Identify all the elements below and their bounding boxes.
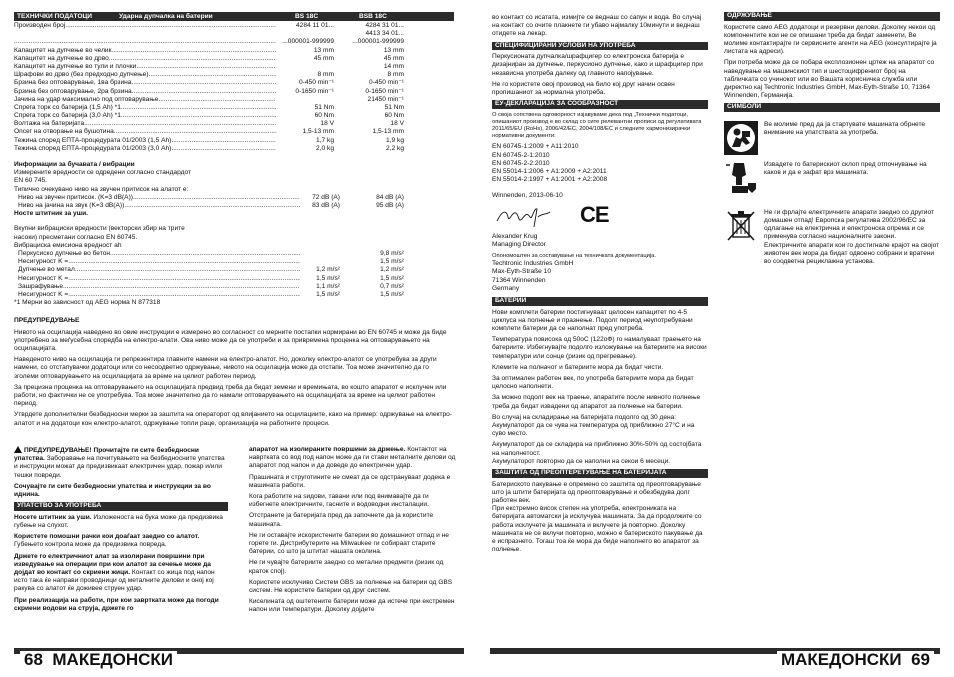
spec-row bbox=[14, 63, 404, 71]
norm-list bbox=[492, 143, 708, 184]
batteries-para-6: Во случај на складирање на батеријата подолго од 30 дена: Акумулаторот да се чува на температура од приближно 27°C и на суво место. bbox=[492, 413, 695, 438]
vib-leader-dots bbox=[63, 283, 300, 291]
col2-para-8: Киселината од оштетените батерии може да истече при екстремен напон или температури. Доколку дојдете bbox=[249, 598, 455, 614]
spec-value-2: 21450 min⁻¹ bbox=[367, 95, 404, 103]
spec-value-2: 13 mm bbox=[383, 46, 404, 54]
spec-leader-dots bbox=[131, 79, 276, 87]
spec-leader-dots bbox=[132, 88, 276, 96]
col2-para-3: Кога работите на ѕидови, тавани или под внимавајте да ги избегнете електричните, гасните и водоводни инсталации. bbox=[249, 493, 429, 509]
usage-para-2: Користете помошни рачки кои доаѓаат заедно со алатот. Губењето контрола може да предизвика повреда. bbox=[14, 533, 200, 549]
vib-intro-3: Вибрациска емисиона вредност ah bbox=[14, 241, 122, 249]
vib-row bbox=[14, 266, 404, 274]
noise-row bbox=[14, 194, 404, 202]
footer-left-label bbox=[20, 651, 177, 669]
vib-label: Несигурност K = bbox=[18, 274, 69, 282]
spec-leader-dots bbox=[109, 55, 276, 63]
vib-table bbox=[14, 250, 404, 299]
spec-label: Шрафови во дрво (без предходно дупчење) bbox=[14, 71, 149, 79]
spec-row bbox=[14, 30, 404, 38]
spec-label: Волтажа на батеријата bbox=[14, 120, 85, 128]
batteries-para-5: За можно подолг век на траење, апаратите после нивното полнење треба да бидат извадени од апаратот за полнење на батерии. bbox=[492, 394, 701, 410]
vib-value-1: 1,1 m/s² bbox=[316, 282, 340, 290]
maintenance-para-2: При потреба може да се побара експлозионен цртеж на апаратот со наведување на машинскиот тип и шестоцифрениот број на табличката со учинокот или во Вашата корисничка служба или директно кај Techtronic Industries GmbH, Max-Eyth-Straße 10, 71364 Winnenden, Германија. bbox=[724, 59, 935, 100]
column-2 bbox=[249, 446, 457, 618]
vib-value-2: 1,5 m/s² bbox=[380, 290, 404, 298]
language-label-right: МАКЕДОНСКИ bbox=[780, 650, 902, 669]
spec-row bbox=[14, 145, 404, 153]
spec-row bbox=[14, 88, 404, 96]
noise-value-1: 83 dB (A) bbox=[312, 202, 340, 209]
safety-warning: ПРЕДУПРЕДУВАЊЕ! Прочитајте ги сите безбедносни упатства. Заборавање на почитувањето на безбедносните упатства и инструкции можат да предизвикаат електричен удар, пожар и/или тешки повреди. bbox=[14, 447, 225, 479]
conditions-section-title: СПЕЦИФИЦИРАНИ УСЛОВИ НА УПОТРЕБА bbox=[492, 42, 708, 51]
spec-value-1 bbox=[276, 96, 334, 104]
vib-value-1: 1,5 m/s² bbox=[316, 274, 340, 282]
symbol-remove-battery-text: Извадете го батерискиот склоп пред отпочнување на каков и да е зафат врз машината. bbox=[764, 160, 927, 177]
vib-intro-2: насоки) пресметани согласно EN 60745. bbox=[14, 233, 138, 241]
spec-label: Брзина без оптоварување, 1ва брзина bbox=[14, 79, 132, 87]
spec-row bbox=[14, 128, 404, 136]
spec-leader-dots bbox=[136, 63, 276, 71]
spec-value-1: 13 mm bbox=[313, 46, 334, 54]
vib-label: Зашрафување bbox=[18, 282, 64, 290]
vib-note: *1 Мерни во зависност од AEG норма N 877318 bbox=[14, 299, 161, 307]
col2-para-4: Отстранете ја батеријата пред да започнете да ја користите машината. bbox=[249, 512, 434, 528]
noise-leader-dots bbox=[133, 194, 300, 202]
authorized-note: Опономоштен за составување на техничката документација. bbox=[492, 253, 657, 260]
address-line: Techtronic Industries GmbH bbox=[492, 260, 574, 268]
spec-value-2: 4413 34 01... bbox=[365, 30, 404, 38]
spec-row bbox=[14, 71, 404, 79]
ce-mark-icon: CE bbox=[580, 201, 609, 227]
footer-left bbox=[14, 648, 464, 668]
warning-para-1: Нивото на осцилација наведено во овие инструкции е измерено во согласност со мерните постапки нормирани во EN 60745 и може да биде употребено за меѓусебна споредба на електро-алати. Ова ниво може да се употреби и за привремена проценка на оптоварувањето на осцилацијата. bbox=[14, 328, 447, 352]
spec-value-2: 2,2 kg bbox=[386, 144, 404, 152]
spec-value-2: ...000001-999999 bbox=[352, 38, 404, 46]
spec-value-1: 45 mm bbox=[313, 54, 334, 62]
crossed-bin-icon bbox=[724, 209, 758, 243]
spec-leader-dots bbox=[65, 22, 276, 30]
spec-value-2: 1,5-13 mm bbox=[372, 128, 404, 136]
symbol-weee bbox=[724, 209, 940, 266]
spec-label: Капацитет на дупчење во тули и плочки bbox=[14, 62, 137, 70]
address-line: 71364 Winnenden bbox=[492, 276, 546, 284]
spec-header-bsb18c: BSB 18C bbox=[359, 13, 387, 20]
spec-header-product: Ударна дупчалка на батерии bbox=[119, 13, 213, 20]
norm-item: EN 55014-2:1997 + A1:2001 + A2:2008 bbox=[492, 176, 608, 184]
remove-battery-icon bbox=[724, 161, 758, 195]
column-3 bbox=[492, 14, 708, 557]
col2-para-2: Прашината и струготините не смеат да се одстрануваат додека е машината работи. bbox=[249, 473, 451, 489]
signature-icon bbox=[494, 203, 554, 231]
spec-value-1 bbox=[276, 63, 334, 71]
warning-para-3: За прецизна проценка на оптоварувањето на осцилацијата предвид треба да бидат земени и времињата, во кошто апаратот е исклучен или работи, но фактички не се употребува. Тоа може значително да го намали оптоварувањето на осцилацијата за време на целиот работен период. bbox=[14, 383, 447, 408]
spec-leader-dots bbox=[121, 104, 276, 112]
warning-triangle-icon bbox=[14, 446, 22, 453]
symbols-section-title: СИМБОЛИ bbox=[724, 103, 940, 112]
usage-para-4: При реализација на работи, при кои завртката може да погоди скриени водови на струја, држете го bbox=[14, 596, 219, 612]
symbol-weee-text: Не ги фрлајте електричните апарати заедно со другиот домашен отпад! Европска регулатива 2002/96/EC за одлагање на електрична и електронска опрема и се применува согласно националните закони. Електричните апарати кои го достигнале крајот на својот животен век мора да бидат одвоено собрани и вратени во соодветна рециклажна установа. bbox=[764, 208, 940, 266]
norm-item: EN 60745-2-1:2010 bbox=[492, 151, 550, 159]
vib-row bbox=[14, 258, 404, 266]
footer-right-label bbox=[777, 651, 934, 669]
declaration-para: О своја сопствена одговорност изјавуваме дека под „Технички податоци, опишаниот производ е во склад со сите релевантни прописи од регулативата 2011/65/EU (RoHs), 2006/42/EC, 2004/108/EC и следните хармонизирачки нормативни документи: bbox=[492, 111, 702, 140]
noise-intro-2: EN 60 745. bbox=[14, 177, 47, 185]
symbol-read-manual-text: Ве молиме пред да ја стартувате машината обрнете внимание на упатствата за употреба. bbox=[764, 120, 926, 137]
spec-leader-dots bbox=[171, 145, 276, 153]
spec-leader-dots bbox=[158, 96, 276, 104]
vib-label: Перкусиско дупчење во бетон bbox=[18, 250, 110, 257]
spec-leader-dots bbox=[112, 47, 277, 55]
norm-item: EN 55014-1:2006 + A1:2009 + A2:2011 bbox=[492, 168, 607, 176]
conditions-para-1: Перкусионата дупчалка/шрафцигер со електронска батерија е дизајниран за дупчење, перкусионо дупчење, како и шрафцигер при независна употреба далеку од главното напојување. bbox=[492, 53, 703, 77]
col2-para-7: Користете исклучиво Систем GBS за полнење на батерии од GBS систем. Не користете батерии од друг систем. bbox=[249, 578, 453, 595]
overload-section-title: ЗАШТИТА ОД ПРЕОПТЕРЕТУВАЊЕ НА БАТЕРИЈАТА bbox=[492, 469, 708, 478]
vib-intro-1: Вкупни вибрациски вредности (векторски збир на трите bbox=[14, 225, 185, 233]
vib-row bbox=[14, 291, 404, 299]
spec-label: Јачина на удар максимално под оптоварување bbox=[14, 95, 159, 103]
spec-value-2: 0-1650 min⁻¹ bbox=[365, 87, 404, 95]
spec-value-1: 1,5-13 mm bbox=[302, 128, 334, 136]
noise-value-1: 72 dB (A) bbox=[312, 193, 340, 201]
spec-value-2: 1,9 kg bbox=[386, 136, 404, 144]
noise-intro-3: Типично очекувано ниво на звучен притисок на алатот е: bbox=[14, 185, 189, 193]
noise-intro-1: Измерените вредности се одредени согласно стандардот bbox=[14, 169, 191, 177]
noise-title: Информации за бучавата / вибрации bbox=[14, 161, 135, 168]
address-block bbox=[492, 260, 708, 293]
spec-leader-dots bbox=[149, 71, 276, 79]
spec-leader-dots bbox=[114, 128, 276, 136]
vib-label: Несигурност K = bbox=[18, 290, 69, 298]
spec-value-1: 0-1650 min⁻¹ bbox=[295, 87, 334, 95]
spec-value-1: 18 V bbox=[320, 120, 334, 128]
spec-header-bs18c: BS 18C bbox=[295, 13, 319, 20]
symbol-read-manual bbox=[724, 121, 940, 155]
maintenance-para-1: Користете само AEG додатоци и резервни делови. Доколку некои од компонентите кои не се опишани треба да бидат заменети, Ве молиме контактирајте ги сервисните агенти на AEG (консултирајте ја листата на адреси). bbox=[724, 23, 937, 56]
usage-para-1: Носете штитник за уши. Изложеноста на бука може да предизвика губење на слухот. bbox=[14, 513, 223, 529]
col2-para-5: Не ги оставајте искористените батерии во домашниот отпад и не горете ги. Дистрибутерите на Milwaukee ги собираат старите батерии, со што ја штитат нашата околина. bbox=[249, 531, 449, 556]
spec-label: Тежина според ЕПТА-процедурата 01/2003 (1,5 Ah) bbox=[14, 136, 172, 144]
symbol-remove-battery bbox=[724, 161, 940, 195]
page-number-right: 69 bbox=[911, 650, 930, 669]
warning-section-title: ПРЕДУПРЕДУВАЊЕ bbox=[14, 317, 80, 325]
column-1b bbox=[14, 446, 228, 616]
vib-row bbox=[14, 275, 404, 283]
vib-value-2: 1,5 m/s² bbox=[380, 258, 404, 266]
batteries-para-3: Клемите на полначот и батериите мора да бидат чисти. bbox=[492, 363, 664, 371]
spec-value-2: 60 Nm bbox=[384, 112, 404, 120]
vib-leader-dots bbox=[68, 291, 300, 299]
spec-value-1: 2,0 kg bbox=[316, 144, 334, 152]
signatory-role: Managing Director bbox=[492, 240, 546, 248]
spec-value-2: 18 V bbox=[390, 120, 404, 128]
noise-ear-protection: Носте штитник за уши. bbox=[14, 210, 89, 218]
spec-label: Тежина според ЕПТА-процедурата 01/2003 (3,0 Ah) bbox=[14, 144, 172, 152]
batteries-para-2: Температура повисока од 50oC (122oФ) го намалуваат траењето на батериите. Избегнувајте подолго изложување на батериите на високи температури или сонце (ризик од прегревање). bbox=[492, 336, 707, 360]
spec-row bbox=[14, 47, 404, 55]
spec-value-2: 4284 31 01... bbox=[365, 22, 404, 29]
spec-row bbox=[14, 96, 404, 104]
spec-label: Опсег на отворање на бушотина bbox=[14, 128, 114, 136]
spec-value-2: 8 mm bbox=[387, 71, 404, 79]
spec-value-2: 45 mm bbox=[383, 54, 404, 62]
vib-value-2: 9,8 m/s² bbox=[380, 250, 404, 257]
column-4 bbox=[724, 12, 940, 272]
noise-label: Ниво на јачина на звук (K=3 dB(A)) bbox=[18, 202, 125, 209]
vib-leader-dots bbox=[68, 275, 300, 283]
norm-item: EN 60745-1:2009 + A11:2010 bbox=[492, 143, 579, 151]
noise-value-2: 95 dB (A) bbox=[376, 202, 404, 209]
spec-row bbox=[14, 112, 404, 120]
spec-value-1: 51 Nm bbox=[314, 103, 334, 111]
spec-value-2: 14 mm bbox=[383, 62, 404, 70]
spec-leader-dots bbox=[84, 120, 276, 128]
vib-value-2: 0,7 m/s² bbox=[380, 282, 404, 290]
spec-row bbox=[14, 22, 404, 30]
col3-para-0: во контакт со исатата, измијте се веднаш со сапун и вода. Во случај на контакт со очите плакнете ги убаво најмалку 10минути и веднаш отидете на лекар. bbox=[492, 14, 702, 38]
noise-row bbox=[14, 202, 404, 210]
conditions-para-2: Не го користете овој производ на било кој друг начин освен пропишаниот за нормална употреба. bbox=[492, 80, 675, 96]
address-line: Germany bbox=[492, 284, 520, 292]
spec-label: Производен број bbox=[14, 22, 66, 29]
usage-section-title: УПАТСТВО ЗА УПОТРЕБА bbox=[14, 502, 228, 511]
batteries-section-title: БАТЕРИИ bbox=[492, 297, 708, 306]
spec-value-2: 0-450 min⁻¹ bbox=[369, 79, 404, 87]
vib-leader-dots bbox=[110, 250, 300, 258]
spec-label: Спрега торк со батерија (3,0 Ah) *1 bbox=[14, 112, 121, 120]
noise-table bbox=[14, 194, 404, 210]
batteries-para-1: Нови комплети батерии постигнуваат целосен капацитет по 4-5 циклуса на полнење и празнење. Подолг период неупотребувани комплети батерии да се наполнат пред употреба. bbox=[492, 308, 693, 332]
spec-table-header bbox=[14, 12, 454, 21]
overload-para-1: Батериското пакување е опремено со заштита од преоптоварување што ја штити батеријата од преоптоварување и обезбедува долг работен век. bbox=[492, 480, 701, 504]
spec-value-1: 1,7 kg bbox=[316, 136, 334, 144]
vib-leader-dots bbox=[75, 266, 300, 274]
spec-row bbox=[14, 137, 404, 145]
page-number-left: 68 bbox=[24, 650, 43, 669]
safety-keep-instructions: Сочувајте ги сите безбедносни упатства и инструкции за во иднина. bbox=[14, 482, 211, 499]
spec-label: Брзина без оптоварување, 2ра брзина bbox=[14, 87, 132, 95]
signatory-name: Alexander Krug bbox=[492, 232, 538, 240]
noise-leader-dots bbox=[124, 202, 300, 210]
spec-leader-dots bbox=[14, 38, 276, 46]
batteries-para-8: Акумулаторот повторно да се наполни на секои 6 месеци. bbox=[492, 457, 671, 465]
address-line: Max-Eyth-Straße 10 bbox=[492, 268, 551, 276]
overload-para-2: При екстремно висок степен на употреба, електрониката на батеријата автоматски ја исклучува машината. За да продолжите со работа исклучете ја машината и вклучете ја повторно. Доколку машината не се вклучи повторно, можно е батериското пакување да е испразнето. Тогаш тоа ќе мора да биде наполнето во апаратот за полнење. bbox=[492, 505, 703, 554]
spec-value-1: 8 mm bbox=[317, 71, 334, 79]
vib-label: Несигурност K = bbox=[18, 258, 69, 266]
col2-para-6: Не ги чувајте батериите заедно со метални предмети (ризик од краток спој). bbox=[249, 559, 444, 575]
spec-leader-dots bbox=[171, 137, 276, 145]
vib-value-2: 1,2 m/s² bbox=[380, 266, 404, 274]
vib-value-2: 1,5 m/s² bbox=[380, 274, 404, 282]
warning-para-4: Утврдете дополнителни безбедносни мерки за заштита на операторот од влијанието на осцилациите, како на пример: одржување на електро-алатот и на додатоци кон електро-алатот, одржување топли раце, организација на работните процеси. bbox=[14, 411, 453, 427]
norm-item: EN 60745-2-2:2010 bbox=[492, 159, 550, 167]
batteries-para-7: Акумулаторот да се складира на приближно 30%-50% од состојбата на наполнетост. bbox=[492, 441, 702, 457]
vib-value-1 bbox=[300, 258, 340, 266]
vib-row bbox=[14, 283, 404, 291]
usage-para-3: Држете го електричниот алат за изолирани површини при изведување на операции при кои алатот за сечење може да дојдат во контакт со скриени жици. Контакт со жица под напон исто така ќе направи проводници од металните делови и оној кој ракува со алатот ќе доживее струен удар. bbox=[14, 552, 215, 593]
spec-label: Капацитет на дупчење во дрво bbox=[14, 54, 109, 62]
spec-row bbox=[14, 55, 404, 63]
footer-right bbox=[490, 648, 940, 668]
spec-value-1 bbox=[276, 30, 334, 38]
warning-para-2: Наведеното ниво на осцилација ги репрезентира главните намени на електро-алатот. Но, доколку електро-алатот се употребува за други намени, со отстапувачки додатоци или со несоодветно одржување, нивото на осцилација може да отстапи. Тоа може значително да го зголеми оптоварувањето на осцилацијата за време на целиот работен период. bbox=[14, 356, 437, 380]
spec-value-1: 0-450 min⁻¹ bbox=[299, 79, 334, 87]
vib-value-1: 1,5 m/s² bbox=[316, 290, 340, 298]
maintenance-section-title: ОДРЖУВАЊЕ bbox=[724, 12, 940, 21]
batteries-para-4: За оптимален работен век, по употреба батериите мора да бидат целосно наполнети. bbox=[492, 375, 694, 391]
spec-label: Капацитет на дупчење во челик bbox=[14, 46, 112, 54]
declaration-section-title: ЕУ-ДЕКЛАРАЦИЈА ЗА СООБРАЗНОСТ bbox=[492, 100, 708, 109]
spec-value-1: 60 Nm bbox=[314, 112, 334, 120]
spec-row bbox=[14, 38, 404, 46]
language-label-left: МАКЕДОНСКИ bbox=[52, 650, 174, 669]
read-manual-icon bbox=[724, 121, 758, 155]
spec-leader-dots bbox=[121, 112, 276, 120]
spec-label: Спрега торк со батерија (1,5 Ah) *1 bbox=[14, 103, 121, 111]
vib-leader-dots bbox=[68, 258, 300, 266]
vib-row bbox=[14, 250, 404, 258]
col2-para-1: апаратот на изолираните површини за држење. Контактот на навртката со вод под напон може да ги стави металните делови од апаратот под напон и да доведе до електричен удар. bbox=[249, 446, 456, 470]
spec-row bbox=[14, 120, 404, 128]
spec-table bbox=[14, 22, 404, 153]
spec-header-title: ТЕХНИЧКИ ПОДАТОЦИ bbox=[17, 13, 93, 20]
spec-row bbox=[14, 104, 404, 112]
signature-and-ce bbox=[492, 201, 708, 233]
vib-label: Дупчење во метал bbox=[18, 266, 75, 274]
column-1 bbox=[14, 12, 454, 431]
spec-value-1: ...000001-999999 bbox=[282, 38, 334, 46]
noise-value-2: 84 dB (A) bbox=[376, 193, 404, 201]
vib-value-1 bbox=[300, 250, 340, 258]
spec-value-1: 4284 11 01... bbox=[295, 22, 334, 29]
declaration-place-date: Winnenden, 2013-06-10 bbox=[492, 192, 563, 200]
spec-value-2: 51 Nm bbox=[384, 103, 404, 111]
vib-value-1: 1,2 m/s² bbox=[316, 266, 340, 274]
noise-label: Ниво на звучен притисок. (K=3 dB(A)) bbox=[18, 193, 133, 201]
spec-row bbox=[14, 79, 404, 87]
